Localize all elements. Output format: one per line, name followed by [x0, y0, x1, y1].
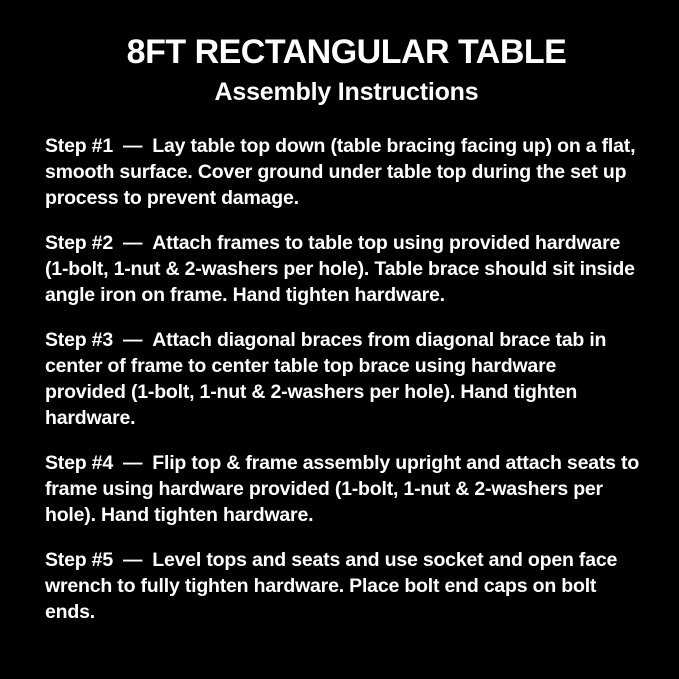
step-1: [45, 133, 641, 211]
step-4-text: Flip top & frame assembly upright and attach seats to frame using hardware provided (1-bolt, 1-nut & 2-washers per hole). Hand tighten hardware.: [45, 451, 640, 526]
step-5: [45, 547, 641, 625]
page-subtitle: Assembly Instructions: [214, 77, 479, 106]
step-4-dash: —: [122, 451, 143, 474]
step-3-dash: —: [122, 328, 143, 351]
step-3-label: Step #3: [45, 328, 113, 351]
step-1-label: Step #1: [45, 134, 113, 157]
step-4: [45, 450, 641, 528]
step-3: [45, 327, 641, 431]
step-2-text: Attach frames to table top using provided hardware (1-bolt, 1-nut & 2-washers per hole). Table brace should sit inside angle iron on frame. Hand tighten hardware.: [45, 231, 635, 306]
step-4-label: Step #4: [45, 451, 113, 474]
step-1-dash: —: [122, 134, 143, 157]
step-2-label: Step #2: [45, 231, 113, 254]
step-5-label: Step #5: [45, 548, 113, 571]
header: [45, 32, 648, 107]
step-3-text: Attach diagonal braces from diagonal brace tab in center of frame to center table top brace using hardware provided (1-bolt, 1-nut & 2-washers per hole). Hand tighten hardware.: [45, 328, 607, 429]
page-title: 8FT RECTANGULAR TABLE: [126, 33, 567, 71]
step-2-dash: —: [122, 231, 143, 254]
step-5-dash: —: [122, 548, 143, 571]
step-2: [45, 230, 641, 308]
step-5-text: Level tops and seats and use socket and open face wrench to fully tighten hardware. Place bolt end caps on bolt ends.: [45, 548, 618, 623]
step-1-text: Lay table top down (table bracing facing up) on a flat, smooth surface. Cover ground under table top during the set up process to prevent damage.: [45, 134, 636, 209]
